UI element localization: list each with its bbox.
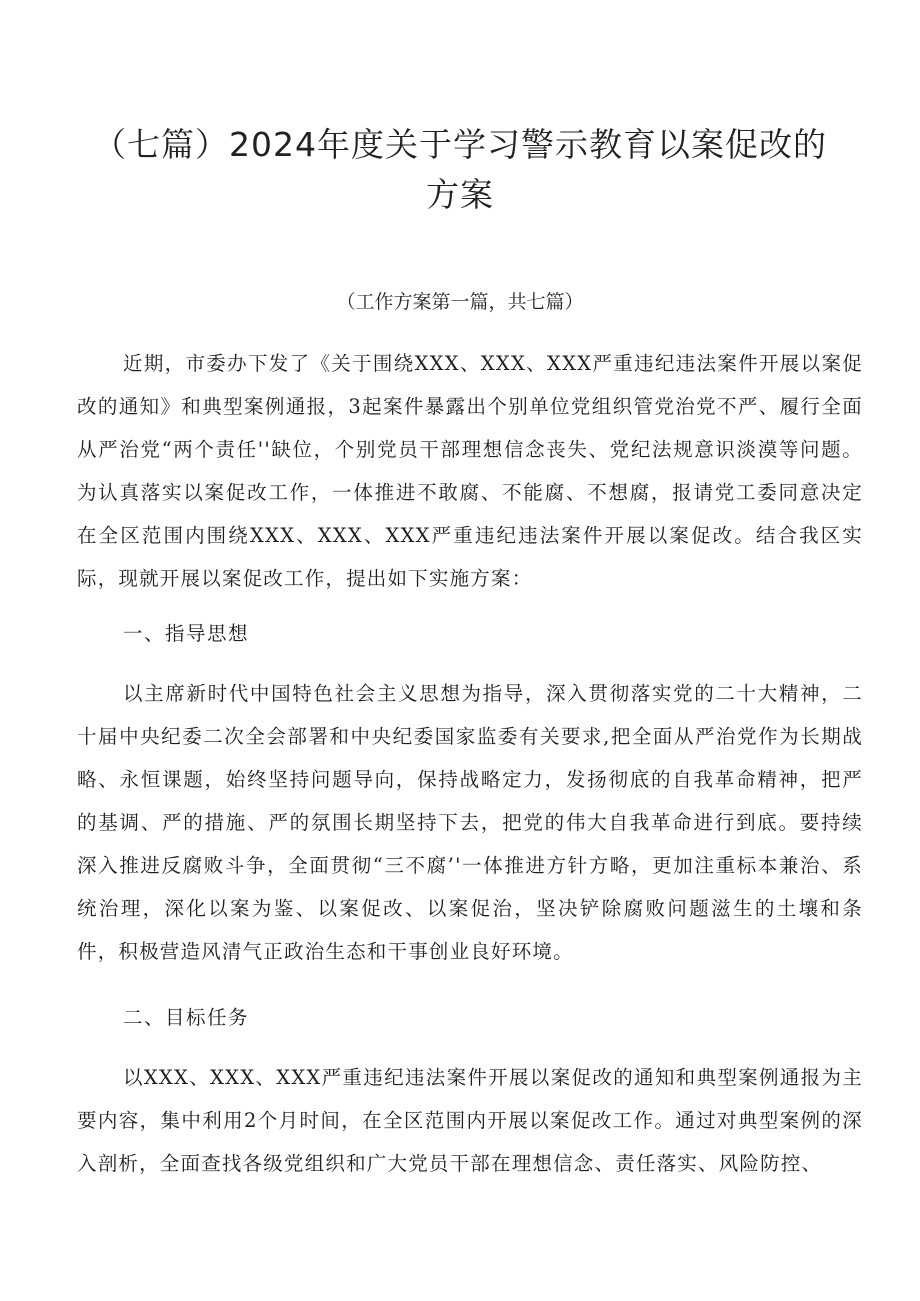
section-body-guiding-ideology: 以主席新时代中国特色社会主义思想为指导，深入贯彻落实党的二十大精神，二十届中央纪委二次全会部署和中央纪委国家监委有关要求,把全面从严治党作为长期战略、永恒课题，始终坚持问题导向，保持战略定力，发扬彻底的自我革命精神，把严的基调、严的措施、严的氛围长期坚持下去，把党的伟大自我革命进行到底。要持续深入推进反腐败斗争，全面贯彻“三不腐’'一体推进方针方略，更加注重标本兼治、系统治理，深化以案为鉴、以案促改、以案促治，坚决铲除腐败问题滋生的土壤和条件，积极营造风清气正政治生态和干事创业良好环境。 [77,682,863,963]
section-heading-goals-tasks: 二、目标任务 [123,1006,250,1029]
section-body-goals-tasks: 以XXX、XXX、XXX严重违纪违法案件开展以案促改的通知和典型案例通报为主要内容，集中利用2个月时间，在全区范围内开展以案促改工作。通过对典型案例的深入剖析，全面查找各级党组织和广大党员干部在理想信念、责任落实、风险防控、 [77,1066,863,1175]
document-subtitle: （工作方案第一篇，共七篇） [336,291,584,313]
section-heading-guiding-ideology: 一、指导思想 [123,622,250,645]
intro-paragraph: 近期，市委办下发了《关于围绕XXX、XXX、XXX严重违纪违法案件开展以案促改的通知》和典型案例通报，3起案件暴露出个别单位党组织管党治党不严、履行全面从严治党“两个责任''缺位，个别党员干部理想信念丧失、党纪法规意识淡漠等问题。为认真落实以案促改工作，一体推进不敢腐、不能腐、不想腐，报请党工委同意决定在全区范围内围绕XXX、XXX、XXX严重违纪违法案件开展以案促改。结合我区实际，现就开展以案促改工作，提出如下实施方案： [77,352,863,590]
document-title: （七篇）2024年度关于学习警示教育以案促改的方案 [93,125,827,214]
